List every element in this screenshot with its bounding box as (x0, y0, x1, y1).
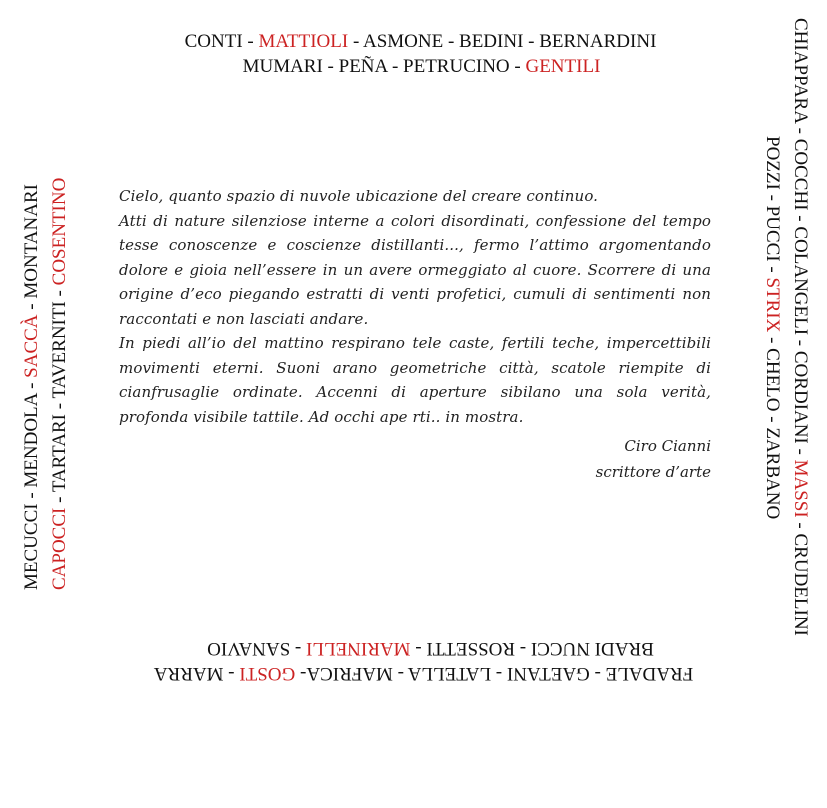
bottom-names-line-2 (0, 636, 827, 660)
highlighted-name: CAPOCCI (49, 507, 70, 590)
name-segment: - MONTANARI (21, 184, 42, 315)
right-names-line-2 (760, 136, 784, 808)
name-segment: - MARRA (153, 663, 240, 684)
highlighted-name: MARINELLI (306, 638, 411, 659)
name-segment: - SANAVIO (207, 638, 307, 659)
name-segment: CHIAPPARA - COCCHI - COLANGELI - CORDIANI - (790, 18, 811, 460)
name-segment: MECUCCI - MENDOLA - (21, 377, 42, 590)
poem-paragraph: Atti di nature silenziose interne a colori disordinati, confessione del tempo tesse conoscenze e coscienze distillanti..., fermo l’attimo argomentando dolore e gioia nell’essere in un avere ormeggiato al cuore. Scorrere di una origine d’eco piegando estratti di venti profetici, cumuli di sentimenti non raccontati e non lasciati andare. (119, 211, 711, 328)
name-segment: BRADI NUCCI - ROSSETTI - (410, 638, 654, 659)
poem-paragraph: Cielo, quanto spazio di nuvole ubicazione del creare continuo. (119, 187, 599, 205)
name-segment: - TARTARI - TAVERNITI - (49, 285, 70, 508)
highlighted-name: MASSI (790, 459, 811, 518)
left-names-block (18, 120, 78, 590)
right-names-block (758, 18, 814, 690)
author-name: Ciro Cianni (624, 437, 711, 455)
name-segment: FRADALE - GAETANI - LATELLA - MAFRICA- (295, 663, 694, 684)
highlighted-name: MATTIOLI (258, 31, 349, 52)
highlighted-name: SACCÀ (21, 314, 42, 378)
name-segment: - CRUDELINI (790, 517, 811, 636)
author-role: scrittore d’arte (595, 463, 711, 481)
highlighted-name: COSENTINO (49, 177, 70, 286)
top-names-line-1 (0, 30, 827, 54)
bottom-names-line-1 (0, 661, 827, 685)
poem-text (119, 184, 711, 429)
highlighted-name: GENTILI (525, 56, 601, 77)
left-names-line-2 (48, 120, 72, 590)
poem-paragraph: In piedi all’io del mattino respirano tele caste, fertili teche, impercettibili movimenti eterni. Suoni arano geometriche città, scatole riempite di cianfrusaglie ordinate. Accenni di aperture sibilano una sola verità, profonda visibile tattile. Ad occhi ape rti.. in mostra. (119, 334, 711, 426)
right-names-line-1 (788, 18, 812, 690)
poem-signature (500, 433, 711, 485)
left-names-line-1 (20, 120, 44, 590)
top-names-line-2 (0, 55, 827, 79)
name-segment: - ASMONE - BEDINI - BERNARDINI (348, 31, 657, 52)
highlighted-name: GOSTI (239, 663, 296, 684)
name-segment: POZZI - PUCCI - (762, 136, 783, 278)
highlighted-name: STRIX (762, 277, 783, 333)
name-segment: CONTI - (184, 31, 259, 52)
name-segment: - CHELO - ZARBANO (762, 332, 783, 520)
bottom-names-block (0, 628, 827, 688)
name-segment: MUMARI - PEÑA - PETRUCINO - (242, 56, 526, 77)
